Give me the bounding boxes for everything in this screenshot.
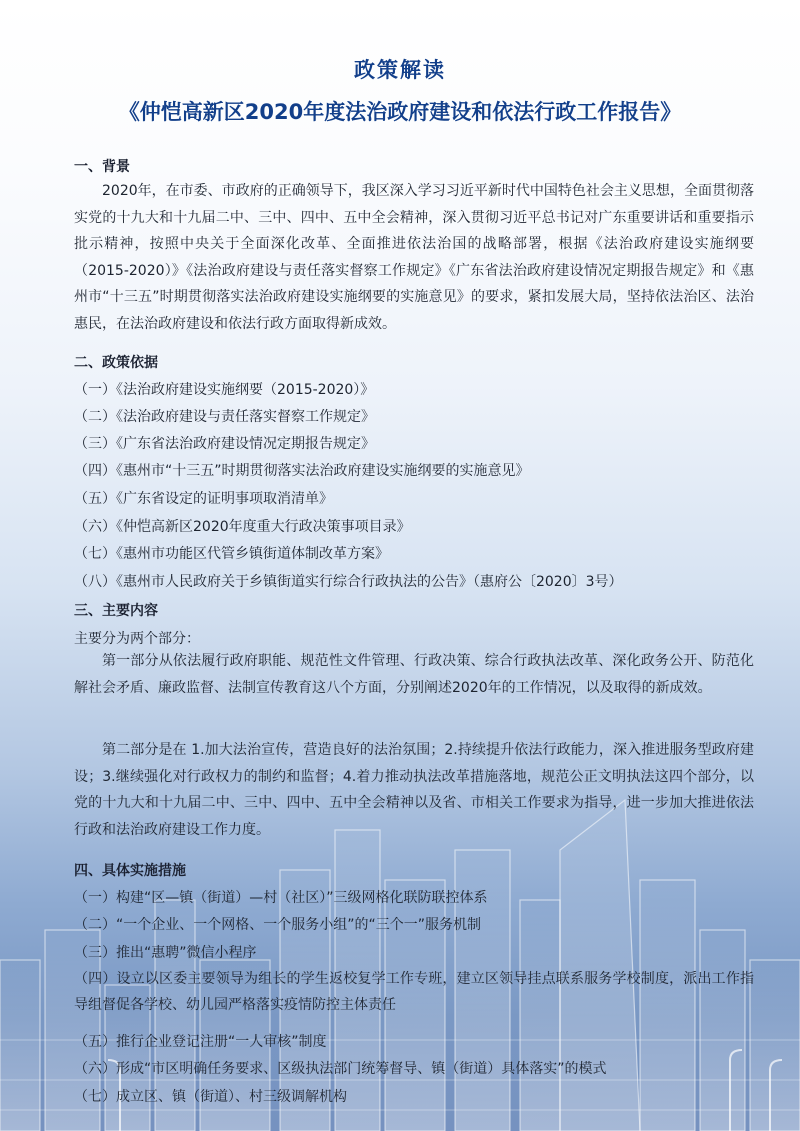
section-heading-measures: 四、具体实施措施 xyxy=(74,863,186,879)
content-intro: 主要分为两个部分： xyxy=(74,631,200,647)
document-subtitle: 《仲恺高新区2020年度法治政府建设和依法行政工作报告》 xyxy=(118,100,682,124)
basis-item: （五）《广东省设定的证明事项取消清单》 xyxy=(74,491,333,507)
measure-item-long: （四）设立以区委主要领导为组长的学生返校复学工作专班，建立区领导挂点联系服务学校制度，派出工作指导组督促各学校、幼儿园严格落实疫情防控主体责任 xyxy=(74,971,754,1013)
basis-item: （八）《惠州市人民政府关于乡镇街道实行综合行政执法的公告》（惠府公〔2020〕3号） xyxy=(74,574,623,590)
measure-item: （七）成立区、镇（街道）、村三级调解机构 xyxy=(74,1089,347,1105)
content-part2-paragraph: 第二部分是在 1.加大法治宣传，营造良好的法治氛围；2.持续提升依法行政能力，深入推进服务型政府建设；3.继续强化对行政权力的制约和监督；4.着力推动执法改革措施落地，规范公正文明执法这四个部分，以党的十九大和十九届二中、三中、四中、五中全会精神以及省、市相关工作要求为指导，进一步加大推进依法行政和法治政府建设工作力度。 xyxy=(74,742,754,838)
basis-item: （七）《惠州市功能区代管乡镇街道体制改革方案》 xyxy=(74,546,389,562)
document-title: 政策解读 xyxy=(354,58,446,82)
background-paragraph: 2020年，在市委、市政府的正确领导下，我区深入学习习近平新时代中国特色社会主义思想，全面贯彻落实党的十九大和十九届二中、三中、四中、五中全会精神，深入贯彻习近平总书记对广东重要讲话和重要指示批示精神，按照中央关于全面深化改革、全面推进依法治国的战略部署，根据《法治政府建设实施纲要（2015-2020）》《法治政府建设与责任落实督察工作规定》《广东省法治政府建设情况定期报告规定》和《惠州市“十三五”时期贯彻落实法治政府建设实施纲要的实施意见》的要求，紧扣发展大局，坚持依法治区、法治惠民，在法治政府建设和依法行政方面取得新成效。 xyxy=(74,183,754,332)
section-heading-basis: 二、政策依据 xyxy=(74,355,158,371)
section-heading-background: 一、背景 xyxy=(74,159,130,175)
basis-item: （二）《法治政府建设与责任落实督察工作规定》 xyxy=(74,409,375,425)
section-heading-content: 三、主要内容 xyxy=(74,603,158,619)
measure-item: （二）“一个企业、一个网格、一个服务小组”的“三个一”服务机制 xyxy=(74,917,482,933)
measure-item: （一）构建“区—镇（街道）—村（社区）”三级网格化联防联控体系 xyxy=(74,890,488,906)
measure-item: （三）推出“惠聘”微信小程序 xyxy=(74,945,257,961)
measure-item: （五）推行企业登记注册“一人审核”制度 xyxy=(74,1034,327,1050)
basis-item: （六）《仲恺高新区2020年度重大行政决策事项目录》 xyxy=(74,519,411,535)
basis-item: （一）《法治政府建设实施纲要（2015-2020）》 xyxy=(74,382,375,398)
basis-item: （四）《惠州市“十三五”时期贯彻落实法治政府建设实施纲要的实施意见》 xyxy=(74,463,530,479)
basis-item: （三）《广东省法治政府建设情况定期报告规定》 xyxy=(74,436,375,452)
content-part1-paragraph: 第一部分从依法履行政府职能、规范性文件管理、行政决策、综合行政执法改革、深化政务公开、防范化解社会矛盾、廉政监督、法制宣传教育这八个方面，分别阐述2020年的工作情况，以及取得的新成效。 xyxy=(74,653,754,696)
measure-item: （六）形成“市区明确任务要求、区级执法部门统筹督导、镇（街道）具体落实”的模式 xyxy=(74,1061,607,1077)
